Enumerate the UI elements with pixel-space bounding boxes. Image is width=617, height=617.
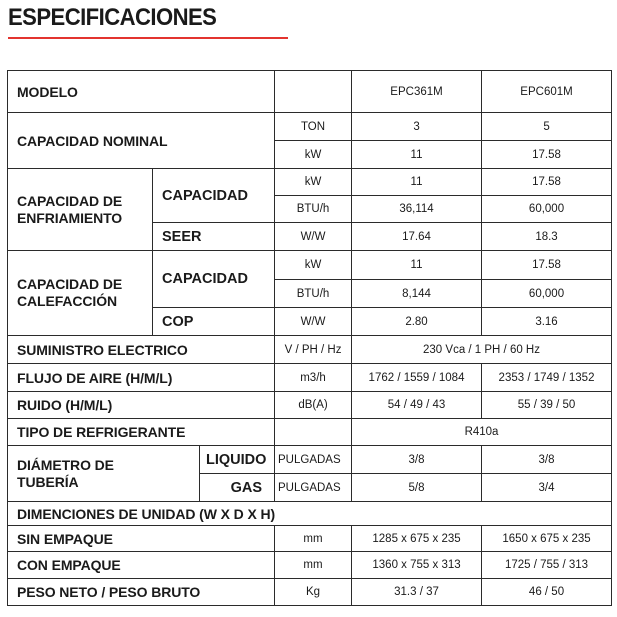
unit-cell: Kg bbox=[275, 579, 352, 606]
table-row bbox=[8, 169, 612, 196]
value-cell: 5 bbox=[482, 113, 612, 141]
value-cell: 54 / 49 / 43 bbox=[352, 392, 482, 419]
value-cell: 55 / 39 / 50 bbox=[482, 392, 612, 419]
ruido-label: RUIDO (H/M/L) bbox=[8, 392, 275, 419]
unit-cell: BTU/h bbox=[275, 196, 352, 223]
table-row bbox=[8, 419, 612, 446]
table-row bbox=[8, 579, 612, 606]
value-cell: 36,114 bbox=[352, 196, 482, 223]
model-name: EPC361M bbox=[352, 71, 482, 113]
modelo-label: MODELO bbox=[8, 71, 275, 113]
value-cell: 1650 x 675 x 235 bbox=[482, 526, 612, 552]
title-underline bbox=[8, 37, 288, 39]
value-cell: 3/4 bbox=[482, 474, 612, 502]
enfriamiento-label-line1: CAPACIDAD DE bbox=[17, 192, 123, 209]
unit-cell: W/W bbox=[275, 308, 352, 336]
value-cell: 11 bbox=[352, 251, 482, 280]
unit-cell: W/W bbox=[275, 223, 352, 251]
page-title: ESPECIFICACIONES bbox=[8, 4, 217, 31]
value-cell: 17.58 bbox=[482, 251, 612, 280]
table-row bbox=[8, 552, 612, 579]
value-cell: 3 bbox=[352, 113, 482, 141]
value-cell: 3.16 bbox=[482, 308, 612, 336]
calefaccion-label-line2: CALEFACCIÓN bbox=[17, 293, 118, 309]
calefaccion-label bbox=[8, 251, 153, 336]
con-empaque-label: CON EMPAQUE bbox=[8, 552, 275, 579]
calefaccion-capacidad-label: CAPACIDAD bbox=[153, 251, 275, 308]
tuberia-label-line2: TUBERÍA bbox=[17, 473, 79, 490]
unit-cell: V / PH / Hz bbox=[275, 336, 352, 364]
value-cell: 1285 x 675 x 235 bbox=[352, 526, 482, 552]
value-cell: 8,144 bbox=[352, 280, 482, 308]
value-cell: 17.58 bbox=[482, 141, 612, 169]
peso-label: PESO NETO / PESO BRUTO bbox=[8, 579, 275, 606]
table-row bbox=[8, 392, 612, 419]
value-cell: 11 bbox=[352, 169, 482, 196]
table-row bbox=[8, 364, 612, 392]
value-cell: 17.58 bbox=[482, 169, 612, 196]
enfriamiento-capacidad-label: CAPACIDAD bbox=[153, 169, 275, 223]
value-cell: 31.3 / 37 bbox=[352, 579, 482, 606]
flujo-label: FLUJO DE AIRE (H/M/L) bbox=[8, 364, 275, 392]
calefaccion-label-line1: CAPACIDAD DE bbox=[17, 276, 123, 292]
unit-cell: m3/h bbox=[275, 364, 352, 392]
unit-cell: TON bbox=[275, 113, 352, 141]
value-cell: 60,000 bbox=[482, 196, 612, 223]
value-cell: 230 Vca / 1 PH / 60 Hz bbox=[352, 336, 612, 364]
value-cell: 1725 / 755 / 313 bbox=[482, 552, 612, 579]
table-row bbox=[8, 336, 612, 364]
suministro-label: SUMINISTRO ELECTRICO bbox=[8, 336, 275, 364]
unit-cell: BTU/h bbox=[275, 280, 352, 308]
unit-cell: mm bbox=[275, 552, 352, 579]
value-cell: 5/8 bbox=[352, 474, 482, 502]
value-cell: R410a bbox=[352, 419, 612, 446]
value-cell: 3/8 bbox=[482, 446, 612, 474]
unit-cell: kW bbox=[275, 141, 352, 169]
value-cell: 11 bbox=[352, 141, 482, 169]
unit-cell: PULGADAS bbox=[275, 474, 352, 502]
cop-label: COP bbox=[153, 308, 275, 336]
enfriamiento-label-line2: ENFRIAMIENTO bbox=[17, 209, 123, 226]
value-cell: 46 / 50 bbox=[482, 579, 612, 606]
value-cell: 60,000 bbox=[482, 280, 612, 308]
value-cell: 1360 x 755 x 313 bbox=[352, 552, 482, 579]
value-cell: 18.3 bbox=[482, 223, 612, 251]
refrigerante-label: TIPO DE REFRIGERANTE bbox=[8, 419, 275, 446]
table-row bbox=[8, 113, 612, 141]
table-row bbox=[8, 526, 612, 552]
unit-cell bbox=[275, 419, 352, 446]
value-cell: 1762 / 1559 / 1084 bbox=[352, 364, 482, 392]
value-cell: 2.80 bbox=[352, 308, 482, 336]
sin-empaque-label: SIN EMPAQUE bbox=[8, 526, 275, 552]
model-name: EPC601M bbox=[482, 71, 612, 113]
unit-cell: dB(A) bbox=[275, 392, 352, 419]
table-row bbox=[8, 71, 612, 113]
capacidad-nominal-label: CAPACIDAD NOMINAL bbox=[8, 113, 275, 169]
unit-cell: kW bbox=[275, 251, 352, 280]
value-cell: 17.64 bbox=[352, 223, 482, 251]
value-cell: 3/8 bbox=[352, 446, 482, 474]
tuberia-label bbox=[8, 446, 200, 502]
unit-cell bbox=[275, 71, 352, 113]
liquido-label: LIQUIDO bbox=[200, 446, 275, 474]
seer-label: SEER bbox=[153, 223, 275, 251]
unit-cell: PULGADAS bbox=[275, 446, 352, 474]
tuberia-label-line1: DIÁMETRO DE bbox=[17, 456, 114, 473]
gas-label: GAS bbox=[200, 474, 275, 502]
value-cell: 2353 / 1749 / 1352 bbox=[482, 364, 612, 392]
table-row bbox=[8, 251, 612, 280]
table-row bbox=[8, 446, 612, 474]
table-row bbox=[8, 502, 612, 526]
unit-cell: kW bbox=[275, 169, 352, 196]
dimensiones-label: DIMENCIONES DE UNIDAD (W X D X H) bbox=[8, 502, 612, 526]
enfriamiento-label bbox=[8, 169, 153, 251]
specifications-table bbox=[7, 70, 612, 606]
unit-cell: mm bbox=[275, 526, 352, 552]
